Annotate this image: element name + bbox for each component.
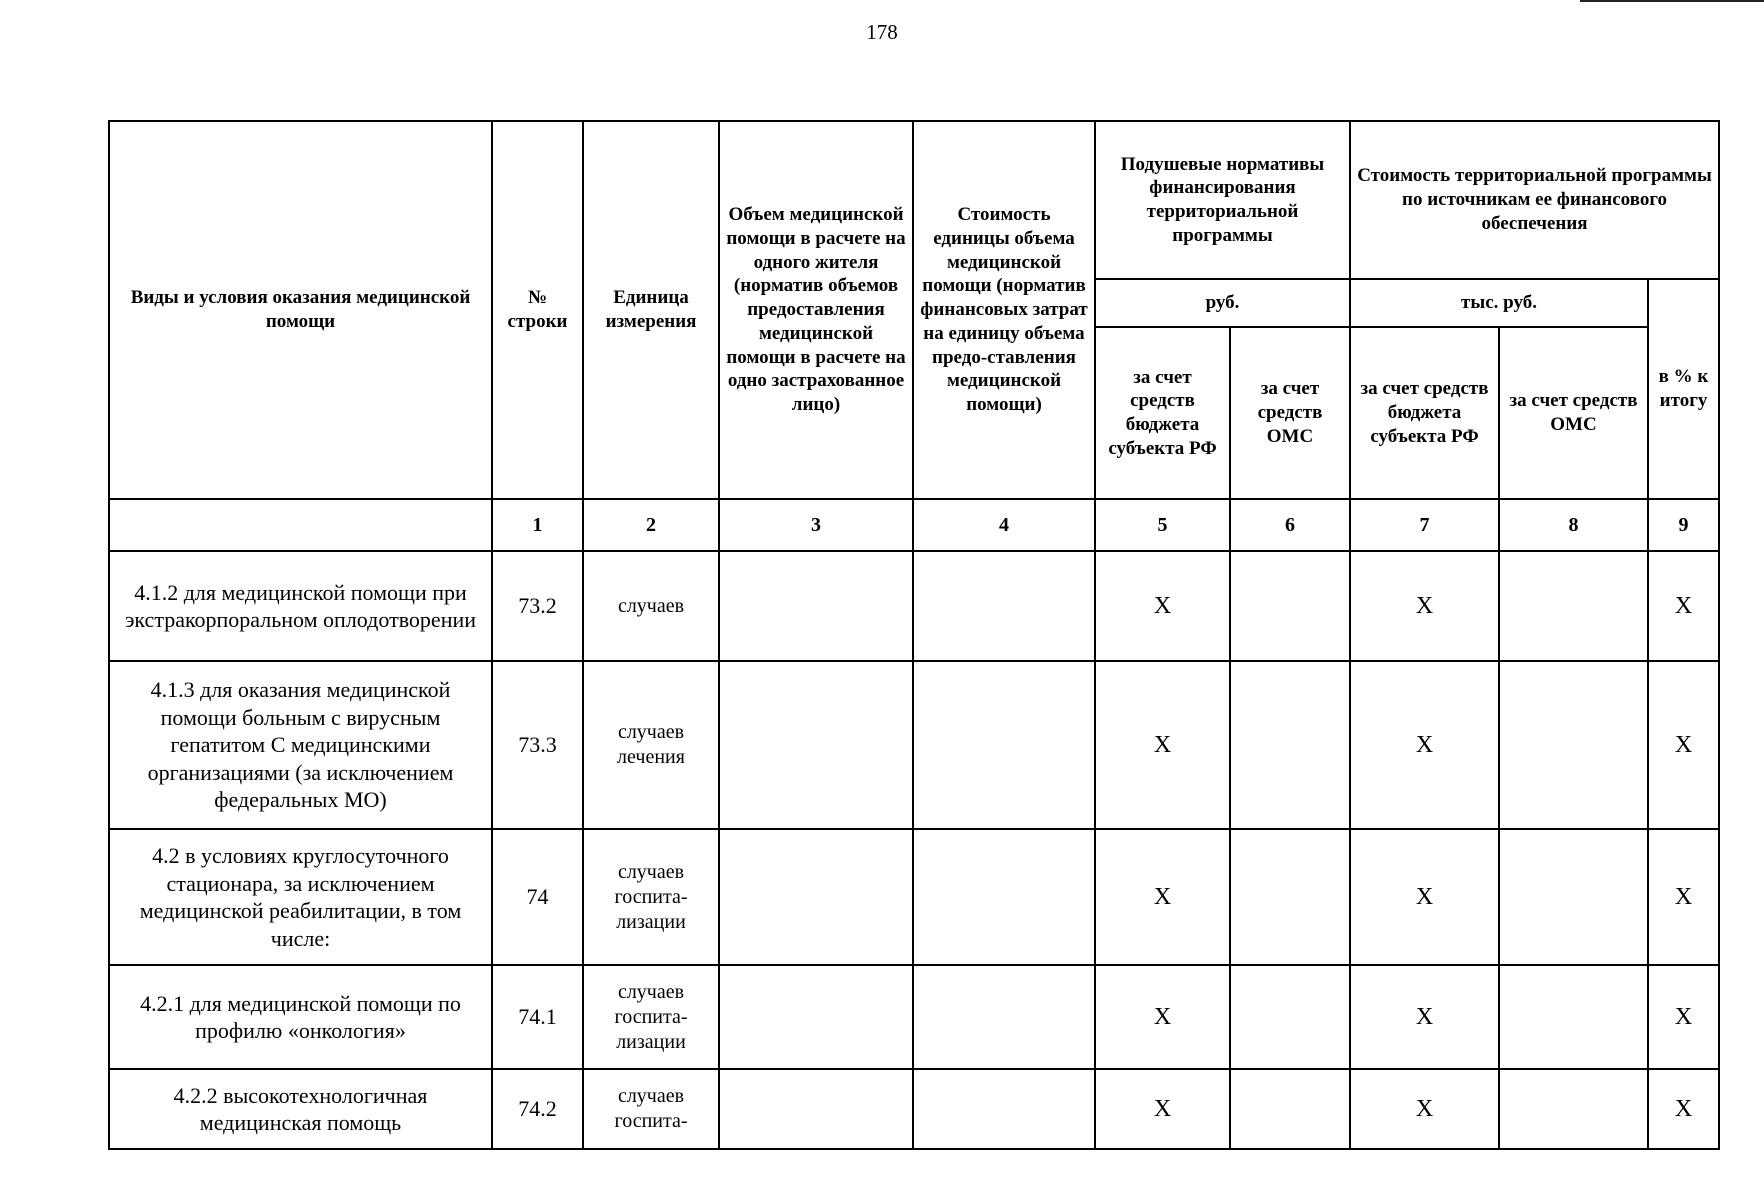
row-unit: случаев лечения <box>583 661 719 829</box>
row-number: 73.3 <box>492 661 583 829</box>
cell-budget-thousand: X <box>1350 829 1499 965</box>
cell-oms-thousand <box>1499 661 1648 829</box>
column-number: 1 <box>492 499 583 551</box>
column-number: 9 <box>1648 499 1719 551</box>
cell-volume <box>719 661 913 829</box>
cell-unit-cost <box>913 829 1095 965</box>
cell-budget-rub: X <box>1095 661 1230 829</box>
cell-budget-thousand: X <box>1350 1069 1499 1149</box>
cell-oms-thousand <box>1499 829 1648 965</box>
header-volume: Объем медицинской помощи в расчете на одного жителя (норматив объемов предоставления медицинской помощи в расчете на одно застрахованное лицо) <box>719 121 913 499</box>
cell-budget-rub: X <box>1095 965 1230 1069</box>
top-edge-line <box>1580 0 1764 2</box>
cell-volume <box>719 1069 913 1149</box>
cell-oms-thousand <box>1499 965 1648 1069</box>
cell-unit-cost <box>913 1069 1095 1149</box>
cell-oms-thousand <box>1499 551 1648 661</box>
row-unit: случаев госпита- <box>583 1069 719 1149</box>
header-rub: руб. <box>1095 279 1350 327</box>
cell-budget-thousand: X <box>1350 551 1499 661</box>
row-number: 74.1 <box>492 965 583 1069</box>
table-row <box>109 551 1719 661</box>
row-unit: случаев госпита-лизации <box>583 829 719 965</box>
cell-budget-thousand: X <box>1350 965 1499 1069</box>
row-name: 4.1.2 для медицинской помощи при экстракорпоральном оплодотворении <box>109 551 492 661</box>
table-row <box>109 661 1719 829</box>
header-unit-cost: Стоимость единицы объема медицинской помощи (норматив финансовых затрат на единицу объема предо-ставления медицинской помощи) <box>913 121 1095 499</box>
cell-budget-rub: X <box>1095 551 1230 661</box>
row-number: 74.2 <box>492 1069 583 1149</box>
column-number: 4 <box>913 499 1095 551</box>
cell-percent: X <box>1648 965 1719 1069</box>
row-name: 4.2.1 для медицинской помощи по профилю «онкология» <box>109 965 492 1069</box>
cell-oms-rub <box>1230 1069 1350 1149</box>
cell-percent: X <box>1648 551 1719 661</box>
column-number: 3 <box>719 499 913 551</box>
cell-volume <box>719 829 913 965</box>
cell-oms-rub <box>1230 661 1350 829</box>
row-name: 4.2.2 высокотехнологичная медицинская помощь <box>109 1069 492 1149</box>
table-row <box>109 829 1719 965</box>
row-name: 4.1.3 для оказания медицинской помощи больным с вирусным гепатитом С медицинскими организациями (за исключением федеральных МО) <box>109 661 492 829</box>
cell-budget-rub: X <box>1095 1069 1230 1149</box>
cell-unit-cost <box>913 661 1095 829</box>
header-budget-rf: за счет средств бюджета субъекта РФ <box>1095 327 1230 499</box>
header-thousand-rub: тыс. руб. <box>1350 279 1648 327</box>
column-number: 7 <box>1350 499 1499 551</box>
cell-oms-thousand <box>1499 1069 1648 1149</box>
row-unit: случаев <box>583 551 719 661</box>
cell-unit-cost <box>913 551 1095 661</box>
header-budget-rf-2: за счет средств бюджета субъекта РФ <box>1350 327 1499 499</box>
cell-oms-rub <box>1230 965 1350 1069</box>
cell-oms-rub <box>1230 551 1350 661</box>
page-number: 178 <box>866 20 898 44</box>
column-number: 2 <box>583 499 719 551</box>
column-number: 6 <box>1230 499 1350 551</box>
header-types-of-care: Виды и условия оказания медицинской помощи <box>109 121 492 499</box>
row-number: 73.2 <box>492 551 583 661</box>
table-row <box>109 1069 1719 1149</box>
cell-volume <box>719 965 913 1069</box>
column-number: 5 <box>1095 499 1230 551</box>
column-number: 8 <box>1499 499 1648 551</box>
row-name: 4.2 в условиях круглосуточного стационара, за исключением медицинской реабилитации, в том числе: <box>109 829 492 965</box>
cell-budget-rub: X <box>1095 829 1230 965</box>
row-number: 74 <box>492 829 583 965</box>
header-oms: за счет средств ОМС <box>1230 327 1350 499</box>
table-row <box>109 965 1719 1069</box>
medical-care-table <box>108 120 1720 1150</box>
header-oms-2: за счет средств ОМС <box>1499 327 1648 499</box>
cell-percent: X <box>1648 829 1719 965</box>
cell-budget-thousand: X <box>1350 661 1499 829</box>
header-per-capita-norms: Подушевые нормативы финансирования территориальной программы <box>1095 121 1350 279</box>
header-row-number: № строки <box>492 121 583 499</box>
header-percent-of-total: в % к итогу <box>1648 279 1719 499</box>
cell-oms-rub <box>1230 829 1350 965</box>
header-program-cost: Стоимость территориальной программы по источникам ее финансового обеспечения <box>1350 121 1719 279</box>
cell-percent: X <box>1648 1069 1719 1149</box>
row-unit: случаев госпита-лизации <box>583 965 719 1069</box>
column-number-blank <box>109 499 492 551</box>
header-unit: Единица измерения <box>583 121 719 499</box>
cell-volume <box>719 551 913 661</box>
cell-unit-cost <box>913 965 1095 1069</box>
cell-percent: X <box>1648 661 1719 829</box>
